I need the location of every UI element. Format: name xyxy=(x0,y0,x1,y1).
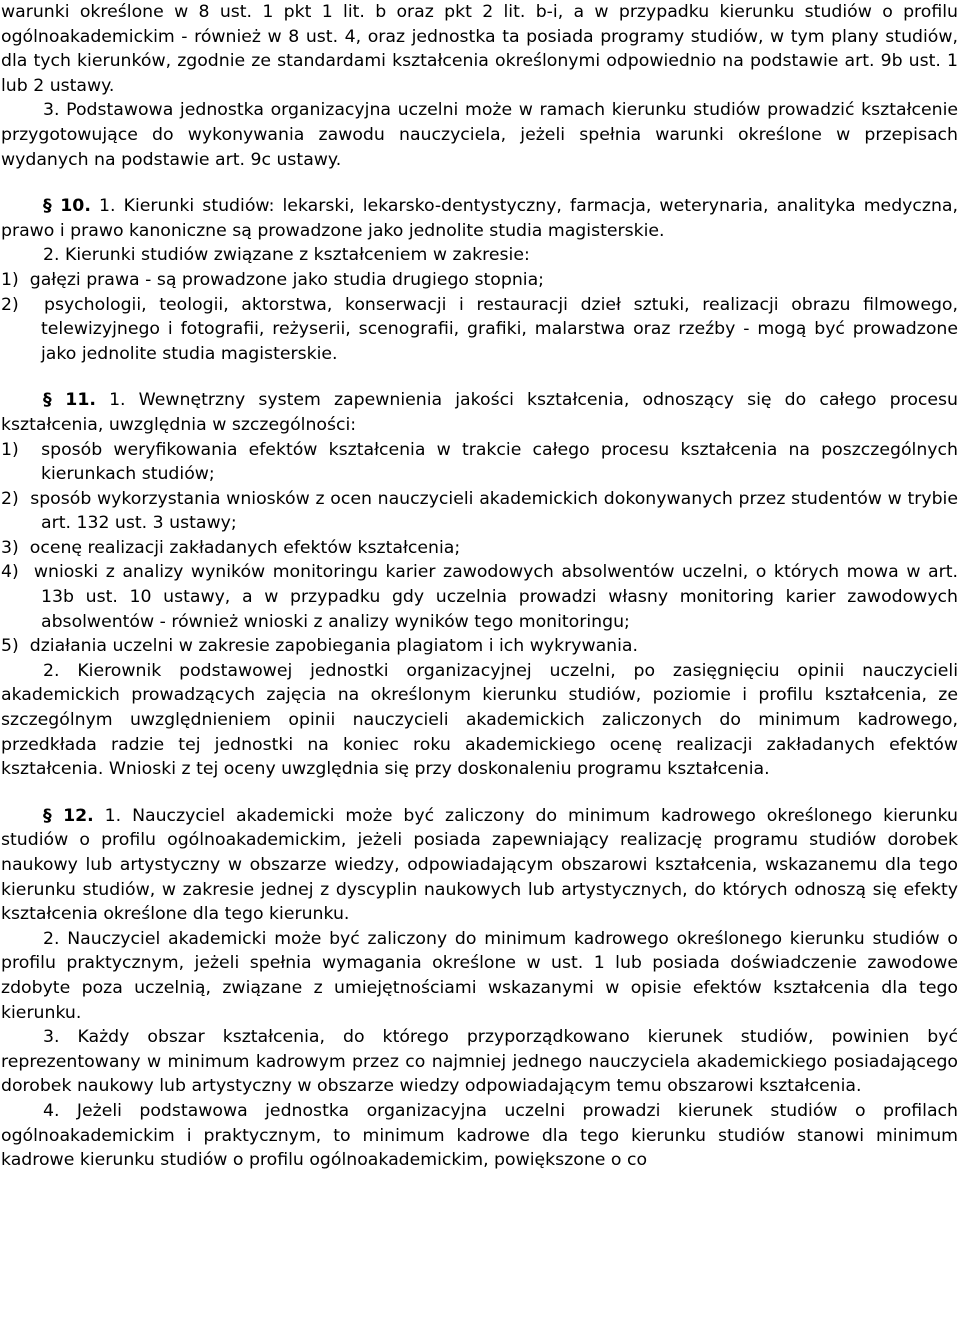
art12-paragraph-3: 3. Każdy obszar kształcenia, do którego przyporządkowano kierunek studiów, powinien być reprezentowany w minimum kadrowym przez co najmniej jednego nauczyciela akademickiego posiadającego dorobek naukowy lub artystyczny w obszarze wiedzy odpowiadającym temu obszarowi kształcenia. xyxy=(1,1027,958,1097)
art10-paragraph-1 xyxy=(1,194,958,243)
art10-paragraph-1-text: 1. Kierunki studiów: lekarski, lekarsko-dentystyczny, farmacja, weterynaria, analityka medyczna, prawo i prawo kanoniczne są prowadzone jako jednolite studia magisterskie. xyxy=(1,196,958,241)
art11-item-1 xyxy=(1,438,958,487)
art11-item-4 xyxy=(1,560,958,634)
item-number: 2) xyxy=(1,294,19,315)
item-number: 2) xyxy=(1,488,19,509)
art11-paragraph-1-text: 1. Wewnętrzny system zapewnienia jakości kształcenia, odnoszący się do całego procesu kształcenia, uwzględnia w szczególności: xyxy=(1,390,958,435)
art9-paragraph-3: 3. Podstawowa jednostka organizacyjna uczelni może w ramach kierunku studiów prowadzić kształcenie przygotowujące do wykonywania zawodu nauczyciela, jeżeli spełnia warunki określone w przepisach wydanych na podstawie art. 9c ustawy. xyxy=(1,100,958,170)
art11-item-3 xyxy=(1,536,958,561)
section-gap xyxy=(1,782,958,804)
art11-paragraph-2: 2. Kierownik podstawowej jednostki organizacyjnej uczelni, po zasięgnięciu opinii nauczycieli akademickich prowadzących zajęcia na określonym kierunku studiów, poziomie i profilu kształcenia, ze szczególnym uwzględnieniem opinii nauczycieli akademickich zaliczonych do minimum kadrowego, przedkłada radzie tej jednostki na koniec roku akademickiego ocenę realizacji zakładanych efektów kształcenia. Wnioski z tej oceny uwzględnia się przy doskonaleniu programu kształcenia. xyxy=(1,660,958,780)
art10-heading: § 10. xyxy=(43,196,91,217)
art9-continuation: warunki określone w 8 ust. 1 pkt 1 lit. b oraz pkt 2 lit. b-i, a w przypadku kierunku studiów o profilu ogólnoakademickim - również w 8 ust. 4, oraz jednostka ta posiada programy studiów, w tym plany studiów, dla tych kierunków, zgodnie ze standardami kształcenia określonymi odpowiednio na podstawie art. 9b ust. 1 lub 2 ustawy. xyxy=(1,2,958,96)
art10-item-2 xyxy=(1,293,958,367)
art12-paragraph-1 xyxy=(1,804,958,927)
art12-paragraph-1-text: 1. Nauczyciel akademicki może być zaliczony do minimum kadrowego określonego kierunku studiów o profilu ogólnoakademickim, jeżeli posiada zapewniający realizację programu studiów dorobek naukowy lub artystyczny w obszarze wiedzy, odpowiadającym obszarowi kształcenia, wskazanemu dla tego kierunku studiów, w zakresie jednej z dyscyplin naukowych lub artystycznych, do których odnoszą się efekty kształcenia określone dla tego kierunku. xyxy=(1,805,959,925)
item-text: sposób wykorzystania wniosków z ocen nauczycieli akademickich dokonywanych przez studentów w trybie art. 132 ust. 3 ustawy; xyxy=(30,488,958,534)
item-text: sposób weryfikowania efektów kształcenia w trakcie całego procesu kształcenia na poszczególnych kierunkach studiów; xyxy=(41,439,958,485)
item-text: działania uczelni w zakresie zapobiegania plagiatom i ich wykrywania. xyxy=(29,636,639,657)
item-text: ocenę realizacji zakładanych efektów kształcenia; xyxy=(29,537,461,558)
item-number: 5) xyxy=(1,636,19,657)
art11-heading: § 11. xyxy=(43,390,96,411)
art12-heading: § 12. xyxy=(43,805,94,826)
item-text: gałęzi prawa - są prowadzone jako studia drugiego stopnia; xyxy=(29,269,544,290)
section-gap xyxy=(1,366,958,388)
item-text: wnioski z analizy wyników monitoringu karier zawodowych absolwentów uczelni, o których mowa w art. 13b ust. 10 ustawy, a w przypadku gdy uczelnia prowadzi własny monitoring karier zawodowych absolwentów - również wnioski z analizy wyników tego monitoringu; xyxy=(33,562,958,632)
item-text: psychologii, teologii, aktorstwa, konserwacji i restauracji dzieł sztuki, realizacji obrazu filmowego, telewizyjnego i fotografii, reżyserii, scenografii, grafiki, malarstwa oraz rzeźby - mogą być prowadzone jako jednolite studia magisterskie. xyxy=(41,294,958,364)
art10-paragraph-2: 2. Kierunki studiów związane z kształceniem w zakresie: xyxy=(43,245,530,266)
item-number: 1) xyxy=(1,439,19,460)
item-number: 1) xyxy=(1,269,19,290)
item-number: 3) xyxy=(1,537,19,558)
art11-item-2 xyxy=(1,487,958,536)
section-gap xyxy=(1,172,958,194)
art11-item-5 xyxy=(1,634,958,659)
art12-paragraph-2: 2. Nauczyciel akademicki może być zaliczony do minimum kadrowego określonego kierunku studiów o profilu praktycznym, jeżeli spełnia wymagania określone w ust. 1 lub posiada doświadczenie zawodowe zdobyte poza uczelnią, związane z umiejętnościami wskazanymi w opisie efektów kształcenia dla tego kierunku. xyxy=(1,928,958,1023)
art11-paragraph-1 xyxy=(1,388,958,437)
art10-item-1 xyxy=(1,268,958,293)
art12-paragraph-4: 4. Jeżeli podstawowa jednostka organizacyjna uczelni prowadzi kierunek studiów o profilach ogólnoakademickim i praktycznym, to minimum kadrowe dla tego kierunku studiów stanowi minimum kadrowe kierunku studiów o profilu ogólnoakademickim, powiększone o co xyxy=(1,1100,958,1171)
item-number: 4) xyxy=(1,562,19,583)
